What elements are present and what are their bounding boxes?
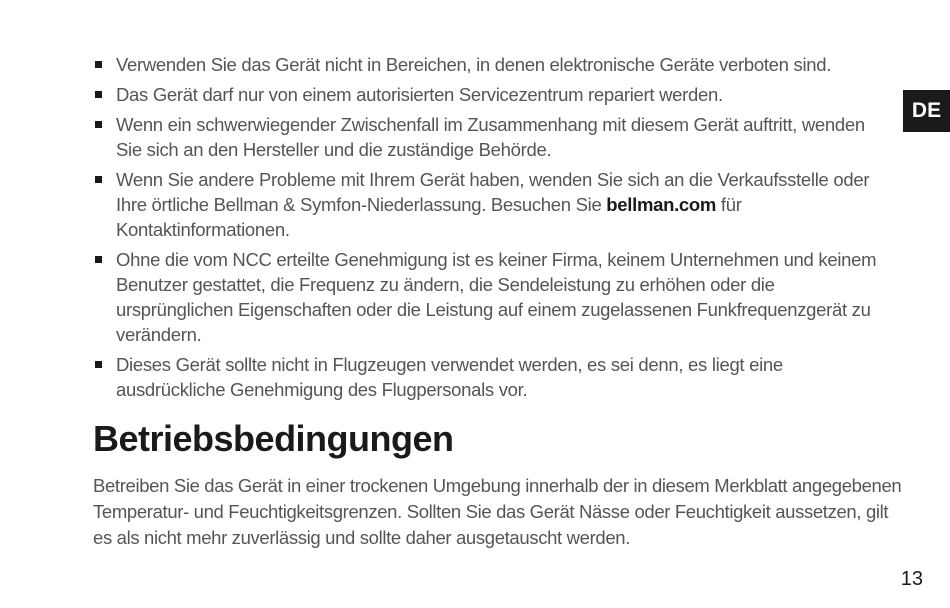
list-item-text-after: für Kontaktinformationen. [116,194,742,240]
safety-bullet-list [93,52,893,407]
list-item-text: Ohne die vom NCC erteilte Genehmigung ist es keiner Firma, keinem Unternehmen und keinem Benutzer gestattet, die Frequenz zu ändern, die Sendeleistung zu erhöhen oder die ursprünglichen Eigenschaften oder die Leistung auf einem zugelassenen Funkfrequenzgerät zu verändern. [116,249,877,345]
page-number: 13 [900,568,923,590]
square-bullet-icon [95,91,102,98]
list-item [93,52,893,77]
list-item [93,352,893,402]
website-link[interactable]: bellman.com [606,194,717,215]
list-item-text: Dieses Gerät sollte nicht in Flugzeugen verwendet werden, es sei denn, es liegt eine ausdrückliche Genehmigung des Flugpersonals vor. [116,354,783,400]
square-bullet-icon [95,361,102,368]
list-item-text-before: Wenn Sie andere Probleme mit Ihrem Gerät haben, wenden Sie sich an die Verkaufsstelle oder Ihre örtliche Bellman & Symfon-Niederlassung. Besuchen Sie [116,169,870,215]
section-heading: Betriebsbedingungen [93,418,454,459]
list-item [93,167,893,242]
list-item-text: Verwenden Sie das Gerät nicht in Bereichen, in denen elektronische Geräte verboten sind. [116,54,832,75]
list-item-text: Das Gerät darf nur von einem autorisierten Servicezentrum repariert werden. [116,84,723,105]
square-bullet-icon [95,176,102,183]
list-item-text: Wenn ein schwerwiegender Zwischenfall im Zusammenhang mit diesem Gerät auftritt, wenden Sie sich an den Hersteller und die zuständige Behörde. [116,114,865,160]
square-bullet-icon [95,61,102,68]
list-item [93,247,893,347]
section-paragraph: Betreiben Sie das Gerät in einer trockenen Umgebung innerhalb der in diesem Merkblatt angegebenen Temperatur- und Feuchtigkeitsgrenzen. Sollten Sie das Gerät Nässe oder Feuchtigkeit aussetzen, gilt es als nicht mehr zuverlässig und sollte daher ausgetauscht werden. [93,475,902,548]
language-tab: DE [903,90,950,132]
square-bullet-icon [95,121,102,128]
list-item [93,82,893,107]
square-bullet-icon [95,256,102,263]
list-item [93,112,893,162]
